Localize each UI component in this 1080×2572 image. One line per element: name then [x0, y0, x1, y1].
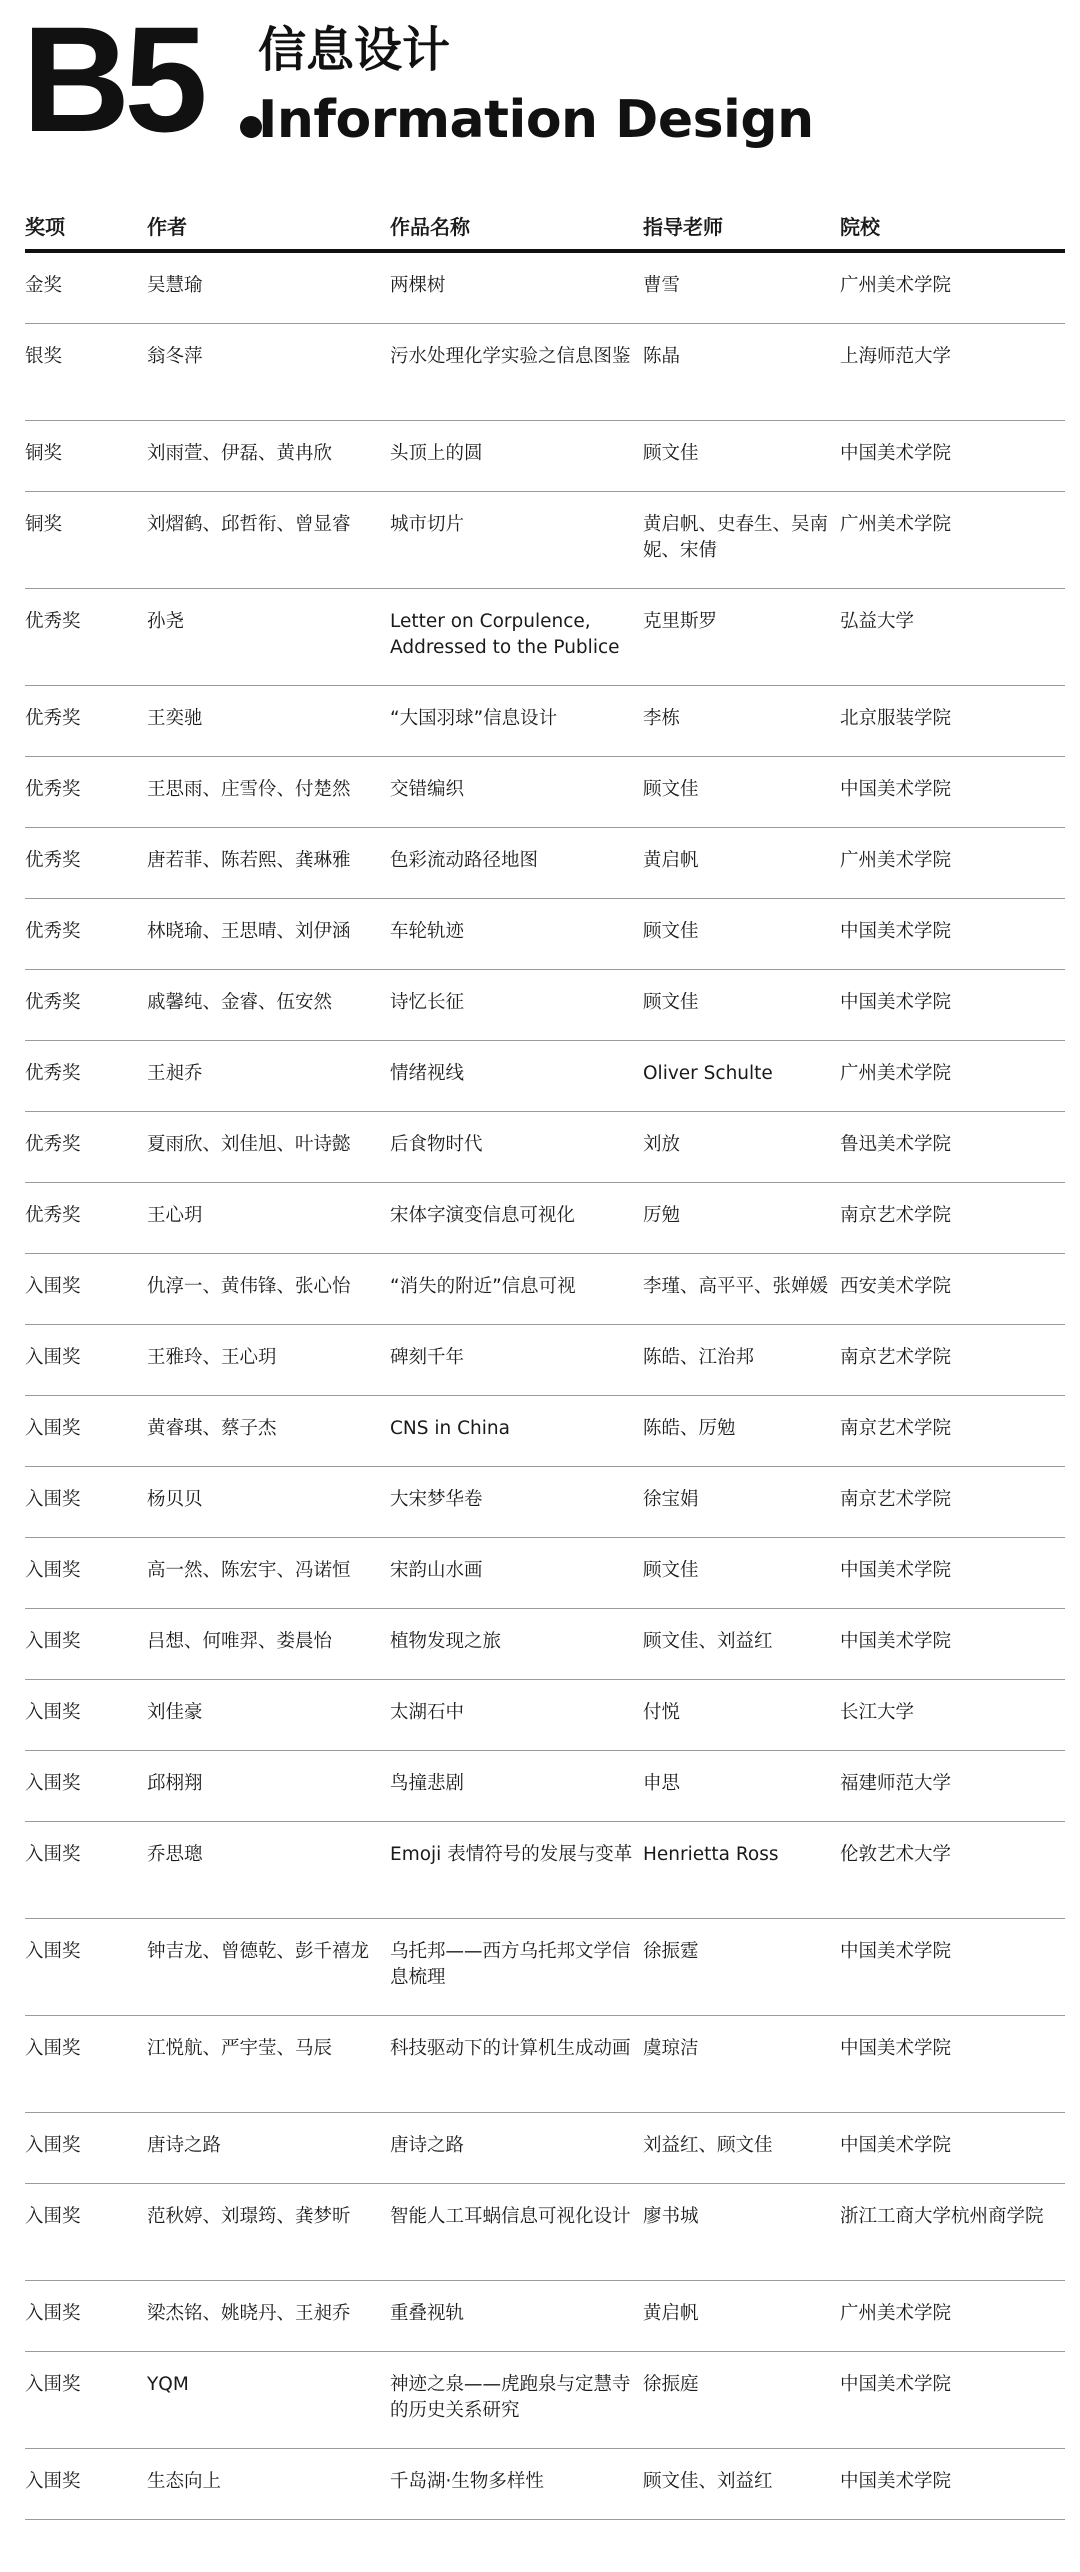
- cell-school: 中国美术学院: [840, 2135, 952, 2156]
- cell-school: 中国美术学院: [840, 2038, 952, 2059]
- cell-award: 入围奖: [25, 2374, 81, 2395]
- cell-school: 长江大学: [840, 1702, 915, 1723]
- table-row: [25, 2352, 1065, 2449]
- cell-school: 南京艺术学院: [840, 1489, 952, 1510]
- cell-school: 南京艺术学院: [840, 1347, 952, 1368]
- cell-school: 中国美术学院: [840, 443, 952, 464]
- cell-work: 宋韵山水画: [390, 1560, 483, 1581]
- cell-author: 唐若菲、陈若熙、龚琳雅: [147, 850, 351, 871]
- cell-author: 刘佳豪: [147, 1702, 203, 1723]
- cell-work: 智能人工耳蜗信息可视化设计: [390, 2206, 631, 2227]
- cell-work: CNS in China: [390, 1418, 510, 1439]
- cell-author: 梁杰铭、姚晓丹、王昶乔: [147, 2303, 351, 2324]
- table-row: [25, 1325, 1065, 1396]
- table-row: [25, 492, 1065, 589]
- page-header: [22, 0, 1062, 163]
- table-row: [25, 2449, 1065, 2520]
- column-header-work: 作品名称: [390, 215, 470, 239]
- cell-school: 中国美术学院: [840, 921, 952, 942]
- cell-award: 入围奖: [25, 1631, 81, 1652]
- cell-mentor: 申思: [643, 1773, 681, 1794]
- cell-author: 钟吉龙、曾德乾、彭千禧龙: [147, 1941, 370, 1962]
- cell-school: 北京服装学院: [840, 708, 952, 729]
- table-row: [25, 757, 1065, 828]
- cell-author: 吕想、何唯羿、娄晨怡: [147, 1631, 333, 1652]
- cell-author: 吴慧瑜: [147, 275, 203, 296]
- cell-school: 中国美术学院: [840, 2374, 952, 2395]
- cell-author: 杨贝贝: [147, 1489, 203, 1510]
- table-row: [25, 1041, 1065, 1112]
- cell-award: 优秀奖: [25, 779, 81, 800]
- cell-school: 福建师范大学: [840, 1773, 952, 1794]
- cell-author: 王心玥: [147, 1205, 203, 1226]
- table-row: [25, 324, 1065, 421]
- cell-work: 乌托邦——西方乌托邦文学信息梳理: [390, 1941, 631, 1988]
- cell-work: 重叠视轨: [390, 2303, 465, 2324]
- cell-author: 仇淳一、黄伟锋、张心怡: [147, 1276, 351, 1297]
- cell-award: 入围奖: [25, 1773, 81, 1794]
- cell-mentor: 黄启帆、史春生、吴南妮、宋倩: [643, 514, 829, 561]
- cell-award: 金奖: [25, 275, 63, 296]
- table-row: [25, 1467, 1065, 1538]
- cell-mentor: 黄启帆: [643, 2303, 699, 2324]
- section-title-cn: 信息设计: [258, 22, 451, 78]
- cell-author: 刘雨萱、伊磊、黄冉欣: [147, 443, 333, 464]
- cell-mentor: 陈皓、江治邦: [643, 1347, 755, 1368]
- table-row: [25, 1680, 1065, 1751]
- cell-mentor: Henrietta Ross: [643, 1844, 779, 1865]
- table-header: [25, 205, 1065, 253]
- cell-award: 优秀奖: [25, 1063, 81, 1084]
- cell-school: 南京艺术学院: [840, 1205, 952, 1226]
- table-row: [25, 899, 1065, 970]
- cell-school: 伦敦艺术大学: [840, 1844, 952, 1865]
- cell-author: 刘熠鹤、邱哲衔、曾显睿: [147, 514, 351, 535]
- column-header-mentor: 指导老师: [643, 215, 723, 239]
- cell-school: 中国美术学院: [840, 992, 952, 1013]
- table-row: [25, 2113, 1065, 2184]
- section-title-en: Information Design: [258, 90, 814, 150]
- cell-work: 宋体字演变信息可视化: [390, 1205, 576, 1226]
- cell-award: 入围奖: [25, 1489, 81, 1510]
- cell-school: 中国美术学院: [840, 1941, 952, 1962]
- cell-author: 孙尧: [147, 611, 185, 632]
- cell-work: 后食物时代: [390, 1134, 483, 1155]
- cell-award: 入围奖: [25, 1347, 81, 1368]
- cell-work: 交错编织: [390, 779, 465, 800]
- cell-award: 铜奖: [25, 443, 63, 464]
- cell-school: 中国美术学院: [840, 779, 952, 800]
- cell-school: 南京艺术学院: [840, 1418, 952, 1439]
- cell-work: 太湖石中: [390, 1702, 465, 1723]
- cell-mentor: 徐振庭: [643, 2374, 699, 2395]
- cell-work: Letter on Corpulence, Addressed to the Publice: [390, 611, 620, 658]
- cell-award: 优秀奖: [25, 611, 81, 632]
- cell-mentor: 陈晶: [643, 346, 681, 367]
- cell-work: 城市切片: [390, 514, 465, 535]
- cell-award: 入围奖: [25, 2303, 81, 2324]
- cell-school: 中国美术学院: [840, 2471, 952, 2492]
- cell-mentor: 李瑾、高平平、张婵媛: [643, 1276, 829, 1297]
- cell-author: 翁冬萍: [147, 346, 203, 367]
- cell-mentor: 徐宝娟: [643, 1489, 699, 1510]
- table-row: [25, 1822, 1065, 1919]
- table-row: [25, 970, 1065, 1041]
- cell-author: 林晓瑜、王思晴、刘伊涵: [147, 921, 351, 942]
- cell-mentor: 顾文佳: [643, 921, 699, 942]
- cell-school: 西安美术学院: [840, 1276, 952, 1297]
- column-header-award: 奖项: [25, 215, 65, 239]
- cell-work: 植物发现之旅: [390, 1631, 502, 1652]
- cell-award: 入围奖: [25, 2471, 81, 2492]
- cell-school: 广州美术学院: [840, 2303, 952, 2324]
- cell-mentor: 刘益红、顾文佳: [643, 2135, 773, 2156]
- cell-work: 情绪视线: [390, 1063, 465, 1084]
- column-header-school: 院校: [840, 215, 880, 239]
- cell-school: 中国美术学院: [840, 1631, 952, 1652]
- cell-work: 科技驱动下的计算机生成动画: [390, 2038, 631, 2059]
- cell-mentor: 曹雪: [643, 275, 681, 296]
- cell-mentor: 顾文佳、刘益红: [643, 1631, 773, 1652]
- cell-award: 银奖: [25, 346, 63, 367]
- table-row: [25, 2184, 1065, 2281]
- cell-mentor: 顾文佳: [643, 992, 699, 1013]
- cell-mentor: 虞琼洁: [643, 2038, 699, 2059]
- cell-work: 神迹之泉——虎跑泉与定慧寺的历史关系研究: [390, 2374, 631, 2421]
- cell-award: 优秀奖: [25, 1205, 81, 1226]
- cell-work: 污水处理化学实验之信息图鉴: [390, 346, 631, 367]
- table-row: [25, 1751, 1065, 1822]
- cell-award: 入围奖: [25, 1560, 81, 1581]
- cell-mentor: 刘放: [643, 1134, 681, 1155]
- cell-mentor: 廖书城: [643, 2206, 699, 2227]
- cell-school: 广州美术学院: [840, 275, 952, 296]
- cell-author: 王昶乔: [147, 1063, 203, 1084]
- cell-work: 千岛湖·生物多样性: [390, 2471, 544, 2492]
- cell-award: 优秀奖: [25, 992, 81, 1013]
- cell-work: 头顶上的圆: [390, 443, 483, 464]
- cell-author: 高一然、陈宏宇、冯诺恒: [147, 1560, 351, 1581]
- cell-mentor: 克里斯罗: [643, 611, 718, 632]
- table-row: [25, 421, 1065, 492]
- table-row: [25, 1919, 1065, 2016]
- cell-award: 优秀奖: [25, 1134, 81, 1155]
- cell-work: “消失的附近”信息可视: [390, 1276, 576, 1297]
- cell-work: Emoji 表情符号的发展与变革: [390, 1844, 633, 1865]
- table-row: [25, 2281, 1065, 2352]
- cell-author: 戚馨纯、金睿、伍安然: [147, 992, 333, 1013]
- table-row: [25, 2016, 1065, 2113]
- cell-work: 诗忆长征: [390, 992, 465, 1013]
- cell-school: 广州美术学院: [840, 850, 952, 871]
- cell-school: 鲁迅美术学院: [840, 1134, 952, 1155]
- cell-author: 王思雨、庄雪伶、付楚然: [147, 779, 351, 800]
- cell-mentor: 付悦: [643, 1702, 681, 1723]
- cell-work: “大国羽球”信息设计: [390, 708, 558, 729]
- table-row: [25, 1183, 1065, 1254]
- cell-school: 广州美术学院: [840, 514, 952, 535]
- cell-author: 夏雨欣、刘佳旭、叶诗懿: [147, 1134, 351, 1155]
- cell-award: 优秀奖: [25, 850, 81, 871]
- cell-award: 铜奖: [25, 514, 63, 535]
- cell-author: 邱栩翔: [147, 1773, 203, 1794]
- table-row: [25, 1254, 1065, 1325]
- table-row: [25, 1112, 1065, 1183]
- cell-author: 王雅玲、王心玥: [147, 1347, 277, 1368]
- cell-work: 大宋梦华卷: [390, 1489, 483, 1510]
- cell-mentor: 陈皓、厉勉: [643, 1418, 736, 1439]
- cell-author: 范秋婷、刘璟筠、龚梦昕: [147, 2206, 351, 2227]
- cell-work: 色彩流动路径地图: [390, 850, 539, 871]
- cell-author: YQM: [147, 2374, 189, 2395]
- column-header-author: 作者: [147, 215, 187, 239]
- cell-work: 鸟撞悲剧: [390, 1773, 465, 1794]
- cell-award: 入围奖: [25, 1941, 81, 1962]
- cell-award: 入围奖: [25, 2206, 81, 2227]
- cell-award: 入围奖: [25, 1844, 81, 1865]
- cell-school: 上海师范大学: [840, 346, 952, 367]
- cell-mentor: 厉勉: [643, 1205, 681, 1226]
- section-code: B5: [22, 0, 202, 163]
- cell-author: 王奕驰: [147, 708, 203, 729]
- cell-award: 入围奖: [25, 2135, 81, 2156]
- cell-award: 入围奖: [25, 1702, 81, 1723]
- cell-author: 生态向上: [147, 2471, 222, 2492]
- awards-table: [25, 205, 1065, 2520]
- table-row: [25, 1396, 1065, 1467]
- table-row: [25, 686, 1065, 757]
- cell-mentor: Oliver Schulte: [643, 1063, 773, 1084]
- cell-author: 唐诗之路: [147, 2135, 222, 2156]
- cell-award: 优秀奖: [25, 708, 81, 729]
- cell-school: 中国美术学院: [840, 1560, 952, 1581]
- cell-school: 广州美术学院: [840, 1063, 952, 1084]
- cell-mentor: 黄启帆: [643, 850, 699, 871]
- table-row: [25, 253, 1065, 324]
- cell-work: 两棵树: [390, 275, 446, 296]
- cell-award: 入围奖: [25, 2038, 81, 2059]
- cell-work: 唐诗之路: [390, 2135, 465, 2156]
- cell-work: 车轮轨迹: [390, 921, 465, 942]
- table-row: [25, 1609, 1065, 1680]
- cell-school: 弘益大学: [840, 611, 915, 632]
- cell-author: 黄睿琪、蔡子杰: [147, 1418, 277, 1439]
- cell-mentor: 顾文佳: [643, 443, 699, 464]
- cell-award: 入围奖: [25, 1418, 81, 1439]
- cell-mentor: 顾文佳: [643, 779, 699, 800]
- cell-award: 入围奖: [25, 1276, 81, 1297]
- cell-work: 碑刻千年: [390, 1347, 465, 1368]
- cell-award: 优秀奖: [25, 921, 81, 942]
- table-row: [25, 589, 1065, 686]
- cell-mentor: 顾文佳: [643, 1560, 699, 1581]
- cell-author: 江悦航、严宇莹、马辰: [147, 2038, 333, 2059]
- cell-school: 浙江工商大学杭州商学院: [840, 2206, 1044, 2227]
- cell-mentor: 顾文佳、刘益红: [643, 2471, 773, 2492]
- table-row: [25, 1538, 1065, 1609]
- cell-mentor: 李栋: [643, 708, 681, 729]
- cell-mentor: 徐振霆: [643, 1941, 699, 1962]
- table-row: [25, 828, 1065, 899]
- cell-author: 乔思璁: [147, 1844, 203, 1865]
